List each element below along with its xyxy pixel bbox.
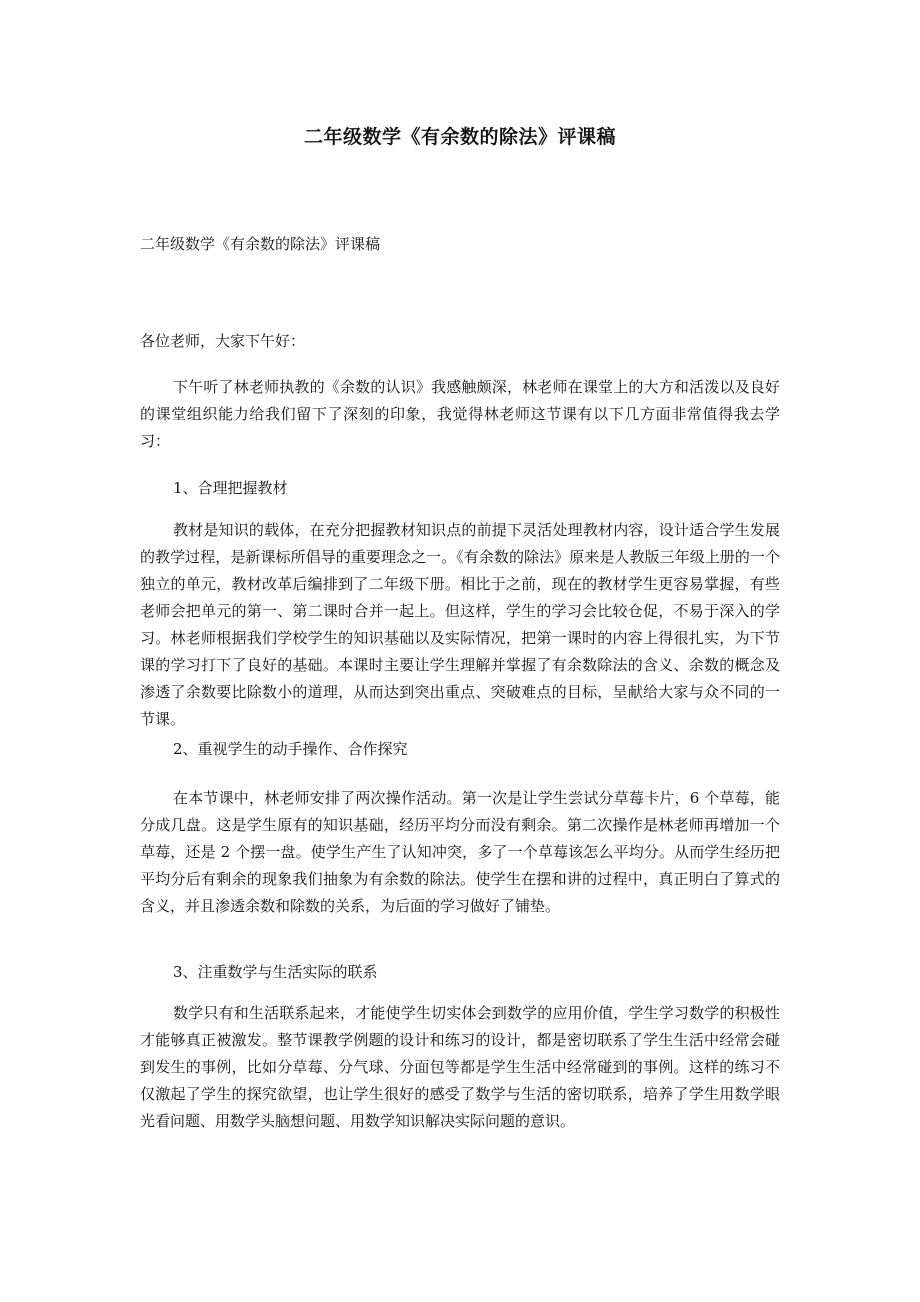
- intro-paragraph: 下午听了林老师执教的《余数的认识》我感触颇深，林老师在课堂上的大方和活泼以及良好的课堂组织能力给我们留下了深刻的印象，我觉得林老师这节课有以下几方面非常值得我去学习：: [140, 378, 780, 450]
- section-heading: 1、合理把握教材: [173, 479, 288, 497]
- section-heading: 3、注重数学与生活实际的联系: [173, 963, 378, 981]
- document-subtitle: 二年级数学《有余数的除法》评课稿: [140, 235, 381, 253]
- greeting-line: 各位老师，大家下午好：: [140, 332, 306, 350]
- section-heading: 2、重视学生的动手操作、合作探究: [173, 740, 408, 758]
- section-body: 教材是知识的载体，在充分把握教材知识点的前提下灵活处理教材内容，设计适合学生发展的教学过程，是新课标所倡导的重要理念之一。《有余数的除法》原来是人教版三年级上册的一个独立的单元，教材改革后编排到了二年级下册。相比于之前，现在的教材学生更容易掌握，有些老师会把单元的第一、第二课时合并一起上。但这样，学生的学习会比较仓促，不易于深入的学习。林老师根据我们学校学生的知识基础以及实际情况，把第一课时的内容上得很扎实，为下节课的学习打下了良好的基础。本课时主要让学生理解并掌握了有余数除法的含义、余数的概念及渗透了余数要比除数小的道理，从而达到突出重点、突破难点的目标，呈献给大家与众不同的一节课。: [140, 521, 780, 728]
- section-body: 数学只有和生活联系起来，才能使学生切实体会到数学的应用价值，学生学习数学的积极性才能够真正被激发。整节课教学例题的设计和练习的设计，都是密切联系了学生生活中经常会碰到发生的事例，比如分草莓、分气球、分面包等都是学生生活中经常碰到的事例。这样的练习不仅激起了学生的探究欲望，也让学生很好的感受了数学与生活的密切联系，培养了学生用数学眼光看问题、用数学头脑想问题、用数学知识解决实际问题的意识。: [140, 1004, 780, 1130]
- section-body: 在本节课中，林老师安排了两次操作活动。第一次是让学生尝试分草莓卡片，6 个草莓，能分成几盘。这是学生原有的知识基础，经历平均分而没有剩余。第二次操作是林老师再增加一个草莓，还是 2 个摆一盘。使学生产生了认知冲突，多了一个草莓该怎么平均分。从而学生经历把平均分后有剩余的现象我们抽象为有余数的除法。使学生在摆和讲的过程中，真正明白了算式的含义，并且渗透余数和除数的关系，为后面的学习做好了铺垫。: [140, 789, 780, 915]
- document-title: 二年级数学《有余数的除法》评课稿: [303, 126, 616, 148]
